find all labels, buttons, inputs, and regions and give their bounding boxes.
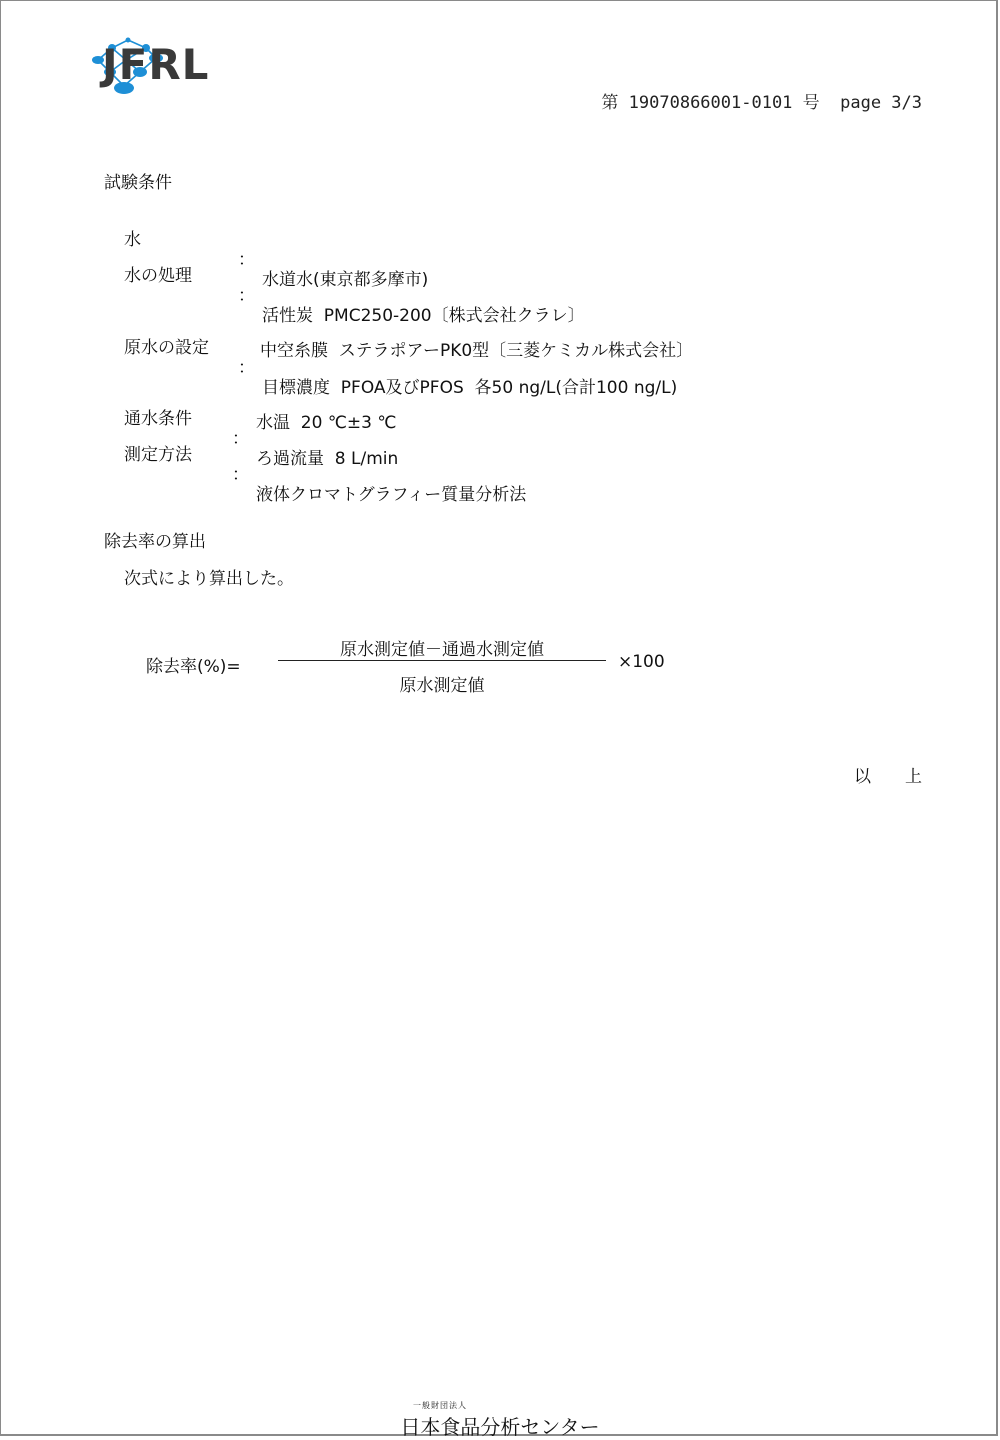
formula-denominator: 原水測定値 [399,676,485,696]
closing-mark: 以 上 [854,767,922,787]
removal-rate-intro: 次式により算出した。 [124,569,294,589]
formula-label: 除去率(%)= [146,657,241,677]
condition-label: 通水条件 [124,409,192,429]
test-conditions-heading: 試験条件 [104,173,172,193]
formula-multiplier: ×100 [618,652,665,672]
footer-org-name: 日本食品分析センター [400,1415,600,1439]
condition-value: 水温 20 ℃±3 ℃ [256,413,397,433]
footer-org-type: 一般財団法人 [413,1401,467,1410]
condition-value: 水道水(東京都多摩市) [262,270,429,290]
condition-value: ろ過流量 8 L/min [256,449,399,469]
condition-label: 水の処理 [124,266,192,286]
condition-row [0,420,1000,505]
condition-value: 目標濃度 PFOA及びPFOS 各50 ng/L(合計100 ng/L) [262,378,678,398]
condition-value: 液体クロマトグラフィー質量分析法 [256,485,527,505]
removal-rate-heading: 除去率の算出 [104,532,206,552]
condition-colon: ： [238,250,255,270]
condition-colon: ： [232,429,249,449]
fraction-line [278,660,606,661]
condition-colon: ： [232,465,249,485]
condition-label: 測定方法 [124,445,192,465]
condition-colon: ： [238,358,255,378]
footer [0,1400,1000,1440]
formula-numerator: 原水測定値－通過水測定値 [340,640,544,660]
logo-text: JFRL [102,40,210,89]
document-number: 第 19070866001-0101 号 page 3/3 [601,93,922,113]
condition-colon: ： [238,286,255,306]
condition-label: 水 [124,230,141,250]
condition-value: 中空糸膜 ステラポアーPK0型〔三菱ケミカル株式会社〕 [260,341,694,361]
condition-label: 原水の設定 [124,338,209,358]
condition-value: 活性炭 PMC250-200〔株式会社クラレ〕 [262,306,585,326]
